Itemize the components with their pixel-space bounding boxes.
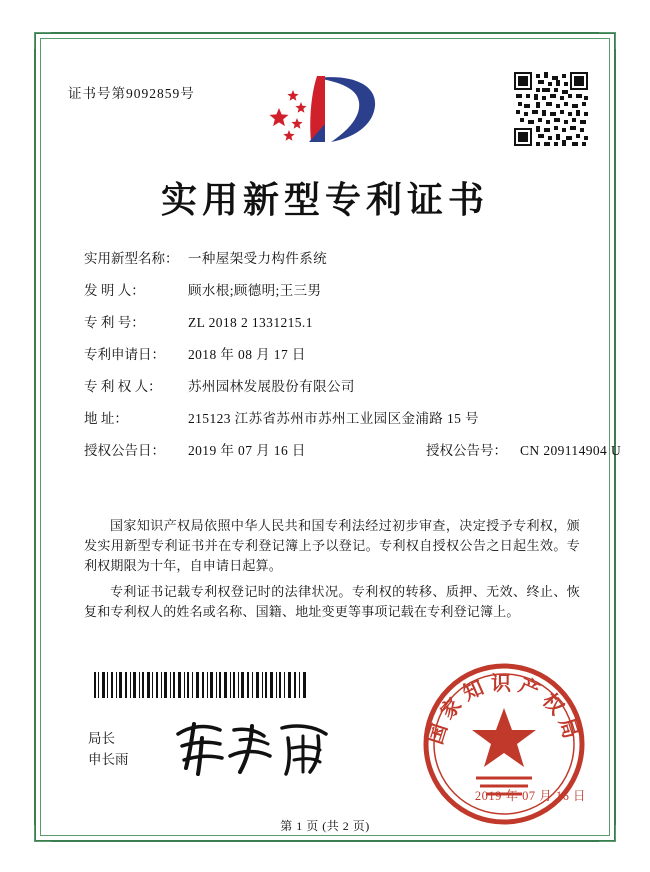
field-label: 专 利 权 人： — [84, 379, 162, 394]
handwritten-signature — [168, 716, 348, 780]
cnipa-logo-icon — [265, 72, 385, 148]
field-label: 专 利 号： — [84, 315, 145, 330]
field-value: 215123 江苏省苏州市苏州工业园区金浦路 15 号 — [188, 411, 479, 426]
signature-block — [88, 728, 129, 770]
field-value: ZL 2018 2 1331215.1 — [188, 315, 313, 330]
field-label: 发 明 人： — [84, 283, 145, 298]
patent-fields — [84, 251, 622, 476]
field-label: 实用新型名称： — [84, 251, 179, 266]
field-label: 地 址： — [84, 411, 128, 426]
director-name-label: 申长雨 — [88, 752, 129, 767]
field-row-inventors — [84, 284, 580, 298]
director-title-label: 局长 — [88, 731, 115, 746]
certificate-number: 证书号第9092859号 — [68, 86, 195, 101]
corner-ornament-top-right — [599, 32, 616, 49]
qr-code-icon — [514, 72, 588, 146]
field-row-patent-number — [84, 316, 580, 330]
field-value: 顾水根;顾德明;王三男 — [188, 283, 322, 298]
legal-paragraph-1: 国家知识产权局依照中华人民共和国专利法经过初步审查，决定授予专利权，颁发实用新型专利证书并在专利登记簿上予以登记。专利权自授权公告之日起生效。专利权期限为十年，自申请日起算。 — [84, 518, 580, 573]
field-value: 苏州园林发展股份有限公司 — [188, 379, 355, 394]
field-row-patentee — [84, 380, 580, 394]
field-value: 一种屋架受力构件系统 — [188, 251, 327, 266]
field-label: 专利申请日： — [84, 347, 165, 362]
legal-text — [84, 516, 580, 628]
page-footer: 第 1 页 (共 2 页) — [280, 819, 370, 833]
field-row-application-date — [84, 348, 580, 362]
corner-ornament-top-left — [34, 32, 51, 49]
field-label: 授权公告日： — [84, 443, 165, 458]
legal-paragraph-2: 专利证书记载专利权登记时的法律状况。专利权的转移、质押、无效、终止、恢复和专利权人的姓名或名称、国籍、地址变更等事项记载在专利登记簿上。 — [84, 584, 580, 619]
field-row-grant-announcement — [84, 443, 622, 458]
page-title: 实用新型专利证书 — [160, 179, 489, 221]
svg-text:国家知识产权局: 国家知识产权局 — [422, 671, 586, 748]
field-row-utility-model-name — [84, 252, 580, 266]
field-label-secondary: 授权公告号： — [426, 443, 507, 458]
field-value-secondary: CN 209114904 U — [520, 443, 622, 458]
barcode — [92, 672, 308, 698]
seal-date: 2019 年 07 月 16 日 — [474, 789, 586, 803]
field-value: 2018 年 08 月 17 日 — [188, 347, 306, 362]
field-row-address — [84, 412, 580, 426]
field-value: 2019 年 07 月 16 日 — [188, 443, 306, 458]
